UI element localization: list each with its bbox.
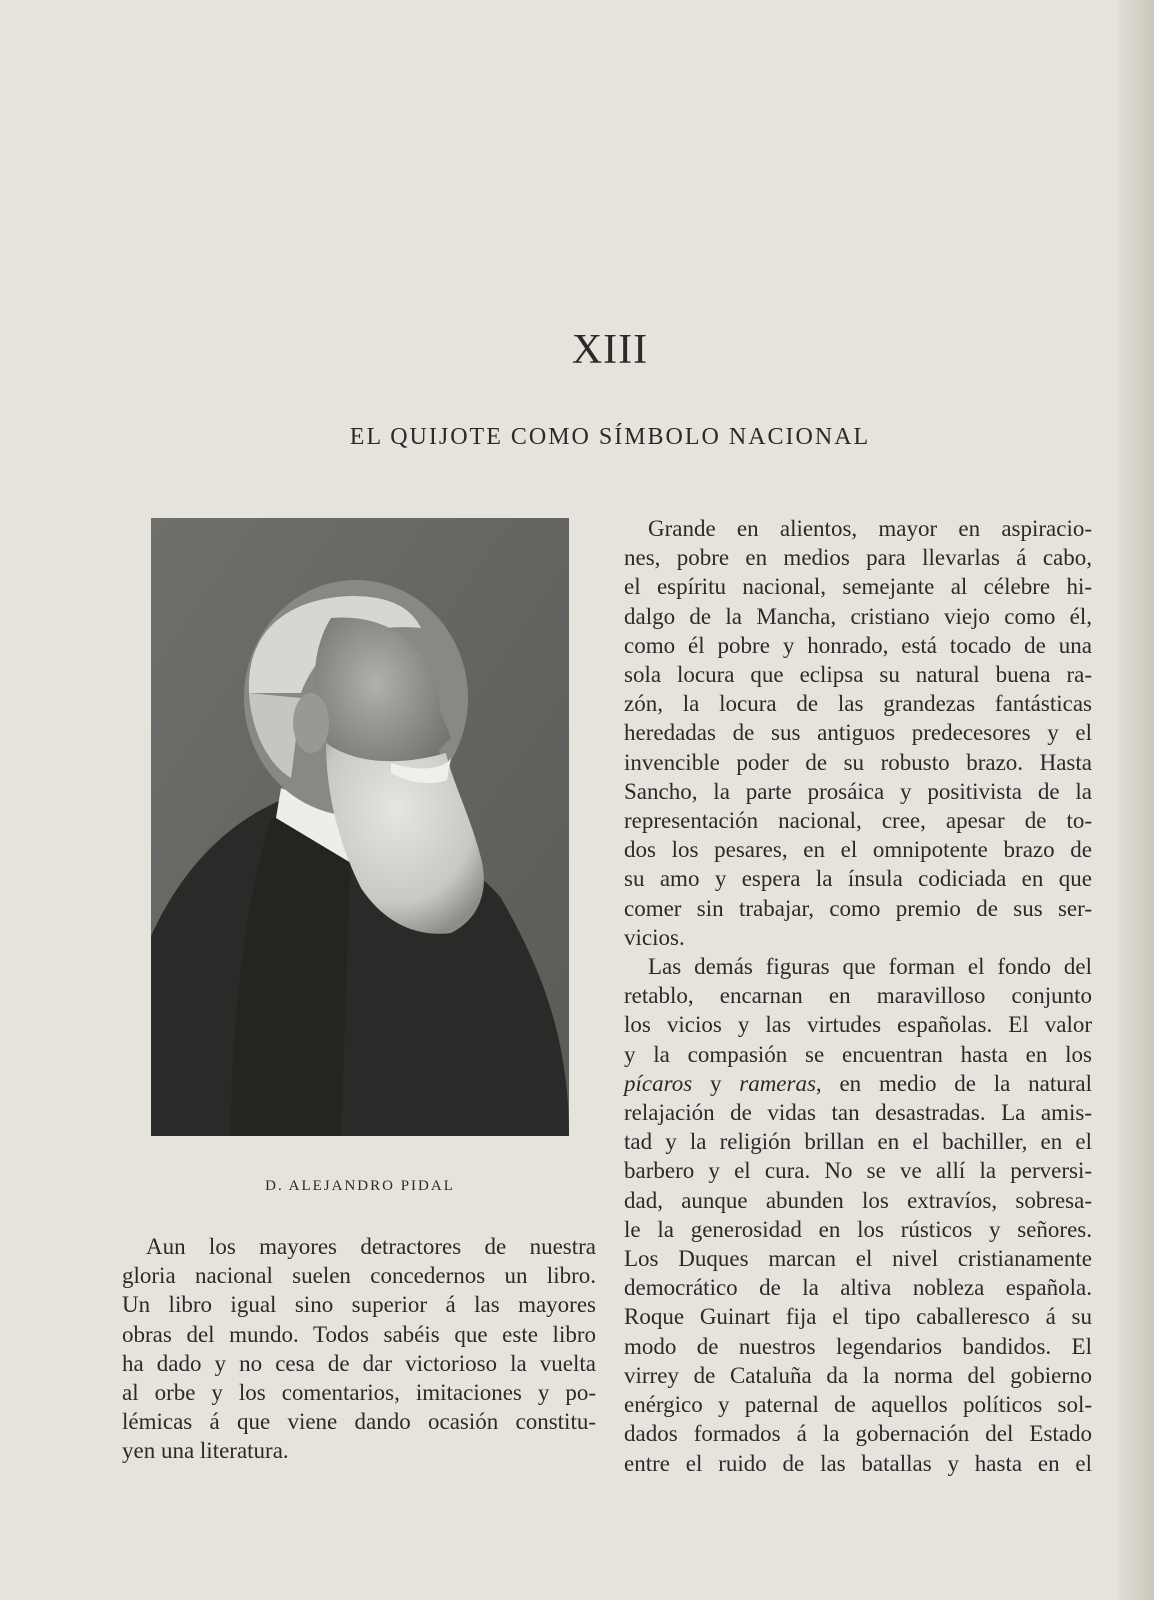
text-line: los vicios y las virtudes españolas. El valor <box>624 1012 1092 1038</box>
text-line: democrático de la altiva nobleza española. <box>624 1275 1092 1301</box>
text-line: Roque Guinart fija el tipo caballeresco á su <box>624 1304 1092 1330</box>
text-line: lémicas á que viene dando ocasión constitu- <box>122 1409 596 1435</box>
text-line: relajación de vidas tan desastradas. La amis- <box>624 1100 1092 1126</box>
text-line: obras del mundo. Todos sabéis que este libro <box>122 1321 596 1347</box>
text-line: representación nacional, cree, apesar de to- <box>624 808 1092 834</box>
text-fragment: , en medio de la natural <box>815 1070 1092 1096</box>
text-line: virrey de Cataluña da la norma del gobierno <box>624 1362 1092 1388</box>
text-fragment: y <box>692 1070 740 1096</box>
text-line: vicios. <box>624 924 685 950</box>
text-line: dalgo de la Mancha, cristiano viejo como él, <box>624 603 1092 629</box>
text-line: su amo y espera la ínsula codiciada en que <box>624 866 1092 892</box>
text-line: invencible poder de su robusto brazo. Hasta <box>624 749 1092 775</box>
italic-word-picaros: pícaros <box>624 1070 693 1096</box>
text-line: dos los pesares, en el omnipotente brazo de <box>624 837 1092 863</box>
page-edge <box>1118 0 1154 1600</box>
text-line: zón, la locura de las grandezas fantásticas <box>624 691 1092 717</box>
portrait-photo <box>151 518 569 1136</box>
text-line: comer sin trabajar, como premio de sus ser- <box>624 895 1092 921</box>
text-line: gloria nacional suelen concedernos un libro. <box>122 1263 596 1289</box>
text-line: ha dado y no cesa de dar victorioso la vuelta <box>122 1350 596 1376</box>
text-line: Las demás figuras que forman el fondo del <box>648 954 1092 980</box>
text-line: Sancho, la parte prosáica y positivista de la <box>624 778 1092 804</box>
text-line: modo de nuestros legendarios bandidos. El <box>624 1333 1092 1359</box>
text-line: Los Duques marcan el nivel cristianamente <box>624 1246 1092 1272</box>
text-line: tad y la religión brillan en el bachiller, en el <box>624 1129 1092 1155</box>
left-column-text <box>122 1232 596 1466</box>
text-line: entre el ruido de las batallas y hasta en el <box>624 1450 1092 1476</box>
text-line-italic-words <box>624 1069 1092 1098</box>
text-line: nes, pobre en medios para llevarlas á cabo, <box>624 545 1092 571</box>
text-line: el espíritu nacional, semejante al célebre hi- <box>624 574 1092 600</box>
text-line: dad, aunque abunden los extravíos, sobresa- <box>624 1187 1092 1213</box>
figure-caption: D. ALEJANDRO PIDAL <box>265 1178 455 1194</box>
portrait-illustration <box>151 518 569 1136</box>
text-line: Grande en alientos, mayor en aspiracio- <box>648 516 1092 541</box>
text-line: barbero y el cura. No se ve allí la perversi- <box>624 1158 1092 1184</box>
italic-word-rameras: rameras <box>739 1070 816 1096</box>
text-line: yen una literatura. <box>122 1438 289 1464</box>
text-line: sola locura que eclipsa su natural buena ra- <box>624 662 1092 688</box>
text-line: heredadas de sus antiguos predecesores y el <box>624 720 1092 746</box>
text-line: Aun los mayores detractores de nuestra <box>146 1234 596 1259</box>
text-line: dados formados á la gobernación del Estado <box>624 1421 1092 1447</box>
text-line: le la generosidad en los rústicos y señores. <box>624 1216 1092 1242</box>
text-line: como él pobre y honrado, está tocado de una <box>624 632 1092 658</box>
text-line: Un libro igual sino superior á las mayores <box>122 1292 596 1318</box>
chapter-number: XIII <box>571 327 649 373</box>
right-column-text <box>624 514 1092 1478</box>
chapter-title: EL QUIJOTE COMO SÍMBOLO NACIONAL <box>349 424 871 450</box>
text-line: y la compasión se encuentran hasta en los <box>624 1041 1092 1067</box>
text-line: al orbe y los comentarios, imitaciones y po- <box>122 1380 596 1406</box>
text-line: retablo, encarnan en maravilloso conjunto <box>624 983 1092 1009</box>
text-line: enérgico y paternal de aquellos políticos sol- <box>624 1392 1092 1418</box>
